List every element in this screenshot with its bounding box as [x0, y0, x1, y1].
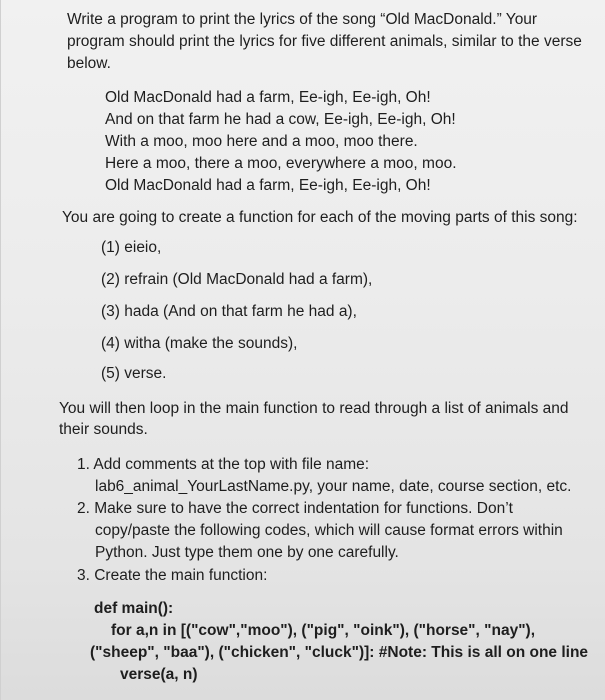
code-line-for-loop: for a,n in [("cow","moo"), ("pig", "oink"), ("horse", "nay"),	[111, 622, 536, 639]
verse-line-5: Old MacDonald had a farm, Ee-igh, Ee-igh, Oh!	[105, 177, 431, 194]
intro-line-1: Write a program to print the lyrics of the song “Old MacDonald.” Your	[67, 11, 538, 28]
function-item-witha: (4) witha (make the sounds),	[101, 335, 298, 352]
step-2-continued-2: Python. Just type them one by one carefully.	[95, 544, 399, 561]
step-3: 3. Create the main function:	[77, 567, 268, 584]
functions-intro: You are going to create a function for each of the moving parts of this song:	[62, 209, 578, 226]
loop-intro-line-2: their sounds.	[59, 421, 148, 438]
verse-line-1: Old MacDonald had a farm, Ee-igh, Ee-igh, Oh!	[105, 89, 431, 106]
intro-line-3: below.	[67, 55, 111, 72]
function-item-hada: (3) hada (And on that farm he had a),	[101, 303, 357, 320]
verse-line-3: With a moo, moo here and a moo, moo there.	[105, 133, 418, 150]
loop-intro-line-1: You will then loop in the main function to read through a list of animals and	[59, 400, 569, 417]
step-2-continued-1: copy/paste the following codes, which will cause format errors within	[95, 522, 563, 539]
function-item-verse: (5) verse.	[101, 365, 167, 382]
step-1-continued: lab6_animal_YourLastName.py, your name, date, course section, etc.	[95, 478, 572, 495]
intro-line-2: program should print the lyrics for five different animals, similar to the verse	[67, 33, 582, 50]
code-line-for-loop-continued: ("sheep", "baa"), ("chicken", "cluck")]: #Note: This is all on one line	[90, 644, 589, 661]
function-item-refrain: (2) refrain (Old MacDonald had a farm),	[101, 271, 373, 288]
code-line-def-main: def main():	[94, 600, 174, 617]
verse-line-2: And on that farm he had a cow, Ee-igh, Ee-igh, Oh!	[105, 111, 456, 128]
code-line-verse-call: verse(a, n)	[120, 666, 198, 683]
verse-line-4: Here a moo, there a moo, everywhere a moo, moo.	[105, 155, 457, 172]
function-item-eieio: (1) eieio,	[101, 239, 162, 256]
step-2: 2. Make sure to have the correct indentation for functions. Don’t	[77, 500, 513, 517]
step-1: 1. Add comments at the top with file name:	[77, 456, 370, 473]
